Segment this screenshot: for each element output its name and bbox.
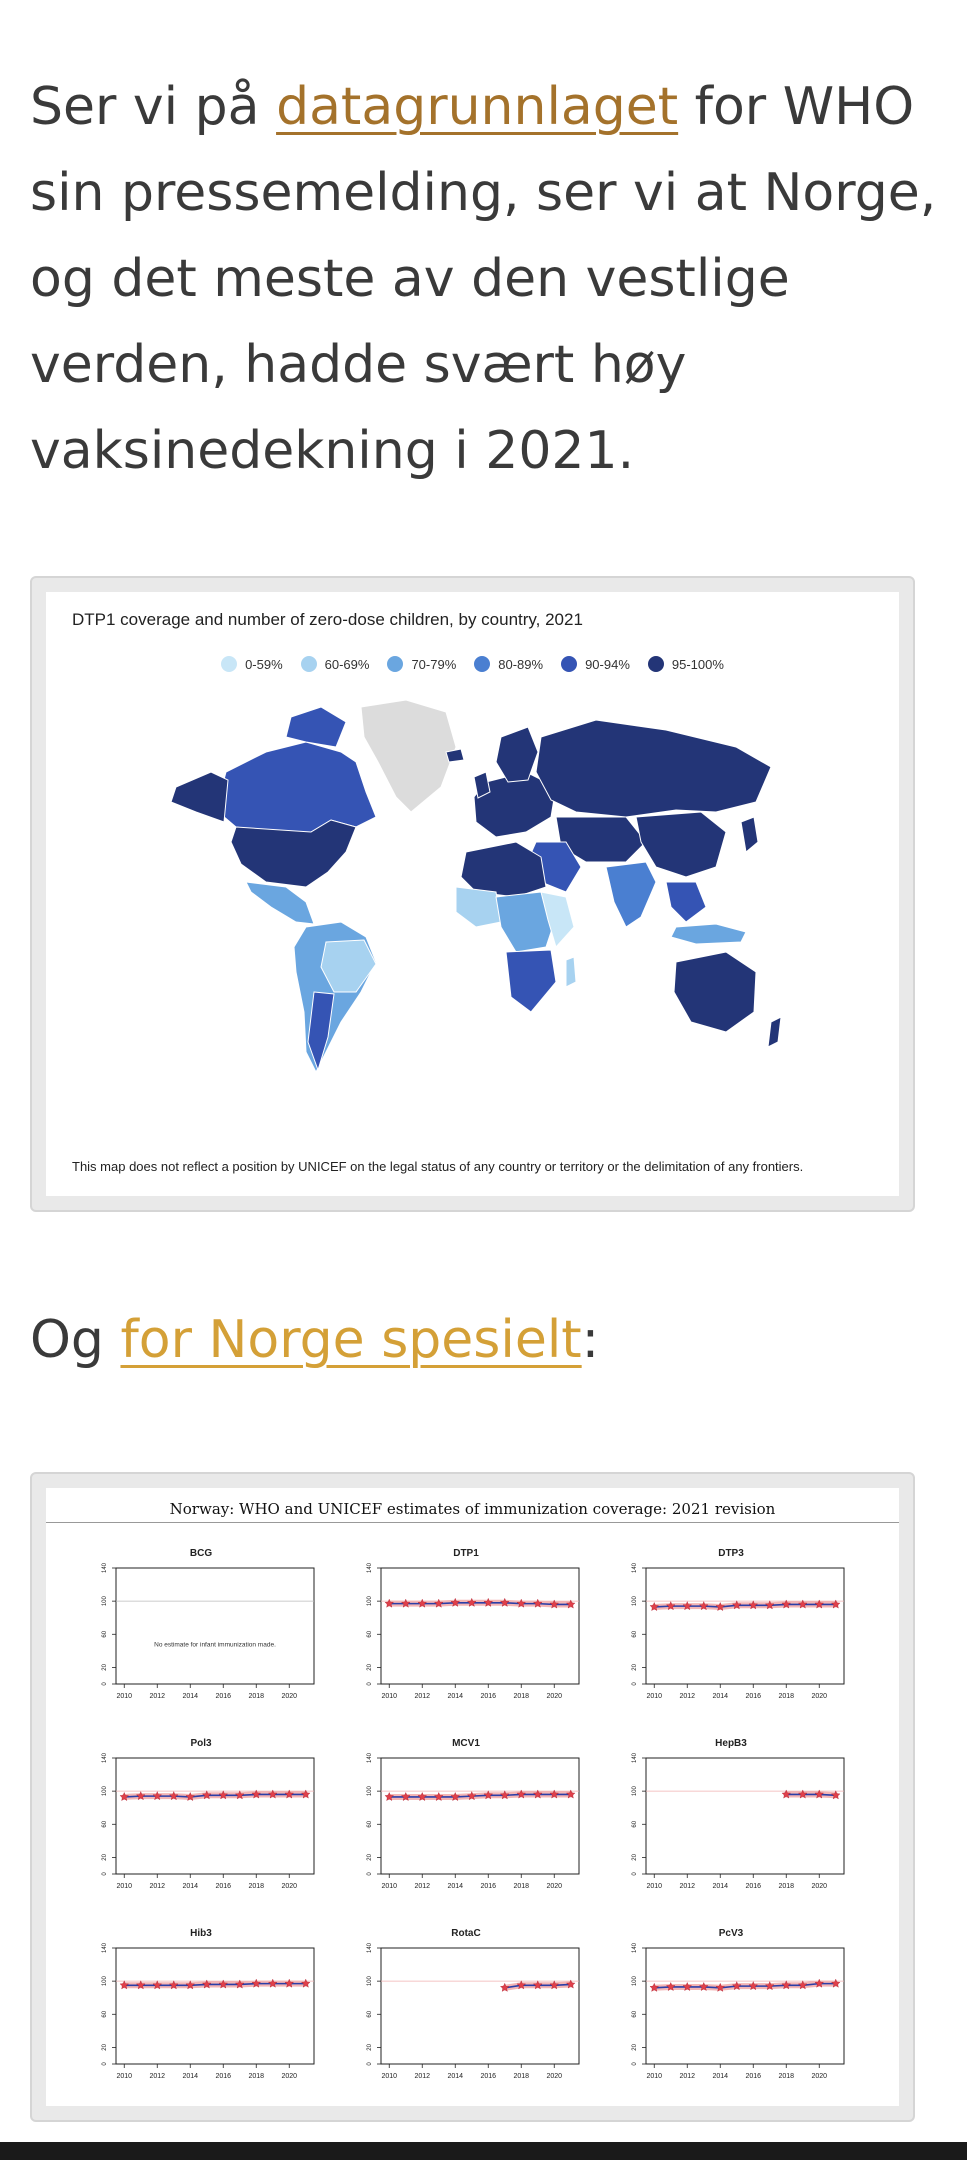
scandinavia-shape: [496, 727, 538, 782]
west-africa-shape: [456, 887, 501, 927]
y-tick-label: 0: [632, 1872, 638, 1876]
map-title: DTP1 coverage and number of zero-dose children, by country, 2021: [72, 610, 583, 629]
x-tick-label: 2010: [646, 1883, 663, 1890]
norway-chart-title: Norway: WHO and UNICEF estimates of immunization coverage: 2021 revision: [169, 1500, 776, 1518]
x-tick-label: 2018: [778, 1883, 795, 1890]
panel-hepb3: [606, 1738, 856, 1918]
legend-swatch: [474, 656, 490, 672]
indonesia-shape: [671, 924, 746, 944]
paragraph-text: :: [581, 1310, 600, 1370]
y-tick-label: 0: [367, 1872, 373, 1876]
legend-label: 95-100%: [671, 656, 724, 672]
legend-item: [301, 656, 370, 672]
madagascar-shape: [566, 957, 576, 987]
x-tick-label: 2012: [679, 2073, 696, 2080]
y-tick-label: 0: [102, 1872, 108, 1876]
coverage-line: [786, 1794, 836, 1795]
x-tick-label: 2010: [381, 2073, 398, 2080]
article-paragraph-2: [30, 1300, 599, 1380]
china-shape: [636, 812, 726, 877]
panel-plot: [606, 1560, 856, 1730]
article-paragraph-1: [30, 64, 940, 494]
y-tick-label: 140: [632, 1562, 638, 1574]
x-tick-label: 2014: [447, 2073, 464, 2080]
x-tick-label: 2020: [811, 2073, 828, 2080]
y-tick-label: 20: [367, 2044, 373, 2051]
title-divider: [46, 1522, 899, 1523]
x-tick-label: 2012: [149, 1883, 166, 1890]
x-tick-label: 2016: [745, 1883, 762, 1890]
y-tick-label: 0: [632, 2062, 638, 2066]
y-tick-label: 100: [632, 1976, 638, 1987]
map-image: [46, 592, 899, 1196]
legend-label: 0-59%: [245, 656, 283, 672]
x-tick-label: 2016: [215, 2073, 232, 2080]
x-tick-label: 2010: [116, 1693, 133, 1700]
x-tick-label: 2020: [281, 1693, 298, 1700]
y-tick-label: 140: [102, 1752, 108, 1764]
plot-frame: [646, 1568, 844, 1684]
x-tick-label: 2012: [149, 2073, 166, 2080]
panel-dtp1: [341, 1548, 591, 1728]
paragraph-text: Ser vi på: [30, 77, 277, 137]
x-tick-label: 2012: [414, 1693, 431, 1700]
paragraph-text: for WHO sin pressemelding, ser vi at Norge, og det meste av den vestlige verden, hadde svært høy vaksinedekning i 2021.: [30, 77, 937, 481]
x-tick-label: 2018: [513, 2073, 530, 2080]
panel-title: PcV3: [718, 1928, 744, 1939]
panel-plot: [341, 1750, 591, 1920]
y-tick-label: 60: [632, 1630, 638, 1638]
legend-swatch: [387, 656, 403, 672]
y-tick-label: 60: [367, 2010, 373, 2018]
x-tick-label: 2010: [116, 2073, 133, 2080]
y-tick-label: 20: [632, 2044, 638, 2051]
x-tick-label: 2014: [712, 1883, 729, 1890]
x-tick-label: 2014: [712, 1693, 729, 1700]
plot-frame: [381, 1948, 579, 2064]
mexico-shape: [246, 882, 314, 924]
x-tick-label: 2010: [116, 1883, 133, 1890]
legend-item: [648, 656, 724, 672]
india-shape: [606, 862, 656, 927]
panel-title: DTP3: [718, 1548, 744, 1559]
for-norge-spesielt-link[interactable]: for Norge spesielt: [120, 1310, 582, 1370]
y-tick-label: 20: [367, 1854, 373, 1861]
x-tick-label: 2012: [414, 1883, 431, 1890]
alaska-shape: [171, 772, 228, 822]
plot-frame: [116, 1568, 314, 1684]
panel-note: No estimate for infant immunization made.: [154, 1641, 276, 1649]
y-tick-label: 100: [632, 1786, 638, 1797]
russia-shape: [536, 720, 771, 817]
panel-hib3: [76, 1928, 326, 2108]
map-footnote: This map does not reflect a position by UNICEF on the legal status of any country or territory or the delimitation of any frontiers.: [72, 1159, 804, 1174]
y-tick-label: 60: [102, 1820, 108, 1828]
panel-bcg: [76, 1548, 326, 1728]
panel-mcv1: [341, 1738, 591, 1918]
bottom-system-bar: [0, 2142, 967, 2160]
y-tick-label: 60: [632, 2010, 638, 2018]
greenland-shape: [361, 700, 456, 812]
panel-pcv3: [606, 1928, 856, 2108]
y-tick-label: 60: [102, 1630, 108, 1638]
x-tick-label: 2018: [248, 1693, 265, 1700]
x-tick-label: 2014: [182, 1693, 199, 1700]
y-tick-label: 20: [102, 1664, 108, 1671]
legend-label: 80-89%: [498, 656, 544, 672]
arctic-islands-shape: [286, 707, 346, 747]
x-tick-label: 2014: [182, 2073, 199, 2080]
legend-swatch: [561, 656, 577, 672]
y-tick-label: 100: [102, 1976, 108, 1987]
panel-title: MCV1: [452, 1738, 480, 1749]
legend-label: 70-79%: [411, 656, 457, 672]
y-tick-label: 60: [102, 2010, 108, 2018]
y-tick-label: 140: [367, 1562, 373, 1574]
panel-plot: [341, 1940, 591, 2110]
x-tick-label: 2020: [546, 1693, 563, 1700]
map-legend: [46, 656, 899, 672]
x-tick-label: 2020: [281, 1883, 298, 1890]
x-tick-label: 2016: [480, 1883, 497, 1890]
x-tick-label: 2014: [447, 1883, 464, 1890]
y-tick-label: 140: [367, 1942, 373, 1954]
norway-chart-image: [46, 1488, 899, 2106]
new-zealand-shape: [768, 1017, 781, 1047]
panel-plot: [341, 1560, 591, 1730]
y-tick-label: 0: [367, 1682, 373, 1686]
australia-shape: [674, 952, 756, 1032]
x-tick-label: 2014: [182, 1883, 199, 1890]
y-tick-label: 20: [102, 2044, 108, 2051]
panel-plot: [76, 1750, 326, 1920]
plot-frame: [646, 1758, 844, 1874]
y-tick-label: 60: [632, 1820, 638, 1828]
plot-frame: [381, 1758, 579, 1874]
legend-label: 60-69%: [324, 656, 370, 672]
paragraph-text: Og: [30, 1310, 121, 1370]
y-tick-label: 20: [632, 1854, 638, 1861]
southern-africa-shape: [506, 950, 556, 1012]
x-tick-label: 2016: [215, 1693, 232, 1700]
y-tick-label: 0: [632, 1682, 638, 1686]
x-tick-label: 2016: [480, 1693, 497, 1700]
y-tick-label: 100: [367, 1976, 373, 1987]
x-tick-label: 2018: [513, 1883, 530, 1890]
x-tick-label: 2012: [149, 1693, 166, 1700]
y-tick-label: 100: [367, 1596, 373, 1607]
y-tick-label: 0: [367, 2062, 373, 2066]
x-tick-label: 2020: [281, 2073, 298, 2080]
x-tick-label: 2010: [381, 1883, 398, 1890]
x-tick-label: 2016: [215, 1883, 232, 1890]
y-tick-label: 100: [102, 1786, 108, 1797]
y-tick-label: 0: [102, 2062, 108, 2066]
x-tick-label: 2020: [811, 1693, 828, 1700]
panel-plot: [76, 1560, 326, 1730]
x-tick-label: 2012: [679, 1693, 696, 1700]
legend-swatch: [221, 656, 237, 672]
panel-title: HepB3: [715, 1738, 747, 1749]
y-tick-label: 140: [102, 1562, 108, 1574]
x-tick-label: 2014: [712, 2073, 729, 2080]
y-tick-label: 20: [367, 1664, 373, 1671]
panel-title: BCG: [189, 1548, 213, 1559]
x-tick-label: 2020: [546, 1883, 563, 1890]
world-map: [156, 692, 796, 1092]
y-tick-label: 140: [632, 1942, 638, 1954]
x-tick-label: 2018: [778, 1693, 795, 1700]
panel-dtp3: [606, 1548, 856, 1728]
y-tick-label: 100: [632, 1596, 638, 1607]
x-tick-label: 2020: [811, 1883, 828, 1890]
panel-rotac: [341, 1928, 591, 2108]
japan-shape: [741, 817, 758, 852]
map-figure: [30, 576, 915, 1212]
plot-frame: [381, 1568, 579, 1684]
y-tick-label: 140: [367, 1752, 373, 1764]
panel-title: DTP1: [453, 1548, 479, 1559]
legend-label: 90-94%: [585, 656, 630, 672]
panel-plot: [606, 1940, 856, 2110]
y-tick-label: 140: [632, 1752, 638, 1764]
panel-plot: [76, 1940, 326, 2110]
se-asia-shape: [666, 882, 706, 922]
plot-frame: [116, 1948, 314, 2064]
x-tick-label: 2014: [447, 1693, 464, 1700]
legend-item: [221, 656, 283, 672]
x-tick-label: 2012: [414, 2073, 431, 2080]
x-tick-label: 2010: [381, 1693, 398, 1700]
x-tick-label: 2018: [778, 2073, 795, 2080]
canada-shape: [216, 742, 376, 832]
y-tick-label: 0: [102, 1682, 108, 1686]
panel-title: Hib3: [190, 1928, 212, 1939]
norway-figure: [30, 1472, 915, 2122]
x-tick-label: 2016: [745, 2073, 762, 2080]
y-tick-label: 60: [367, 1630, 373, 1638]
panel-pol3: [76, 1738, 326, 1918]
x-tick-label: 2016: [745, 1693, 762, 1700]
x-tick-label: 2020: [546, 2073, 563, 2080]
y-tick-label: 20: [102, 1854, 108, 1861]
x-tick-label: 2018: [248, 1883, 265, 1890]
plot-frame: [116, 1758, 314, 1874]
y-tick-label: 60: [367, 1820, 373, 1828]
legend-item: [387, 656, 456, 672]
x-tick-label: 2012: [679, 1883, 696, 1890]
x-tick-label: 2010: [646, 1693, 663, 1700]
y-tick-label: 20: [632, 1664, 638, 1671]
y-tick-label: 100: [102, 1596, 108, 1607]
y-tick-label: 140: [102, 1942, 108, 1954]
x-tick-label: 2010: [646, 2073, 663, 2080]
legend-item: [561, 656, 630, 672]
plot-frame: [646, 1948, 844, 2064]
y-tick-label: 100: [367, 1786, 373, 1797]
legend-item: [474, 656, 543, 672]
x-tick-label: 2016: [480, 2073, 497, 2080]
x-tick-label: 2018: [248, 2073, 265, 2080]
x-tick-label: 2018: [513, 1693, 530, 1700]
legend-swatch: [301, 656, 317, 672]
panel-title: RotaC: [451, 1928, 481, 1939]
datagrunnlaget-link[interactable]: datagrunnlaget: [276, 77, 679, 137]
panel-plot: [606, 1750, 856, 1920]
panel-title: Pol3: [190, 1738, 212, 1749]
legend-swatch: [648, 656, 664, 672]
